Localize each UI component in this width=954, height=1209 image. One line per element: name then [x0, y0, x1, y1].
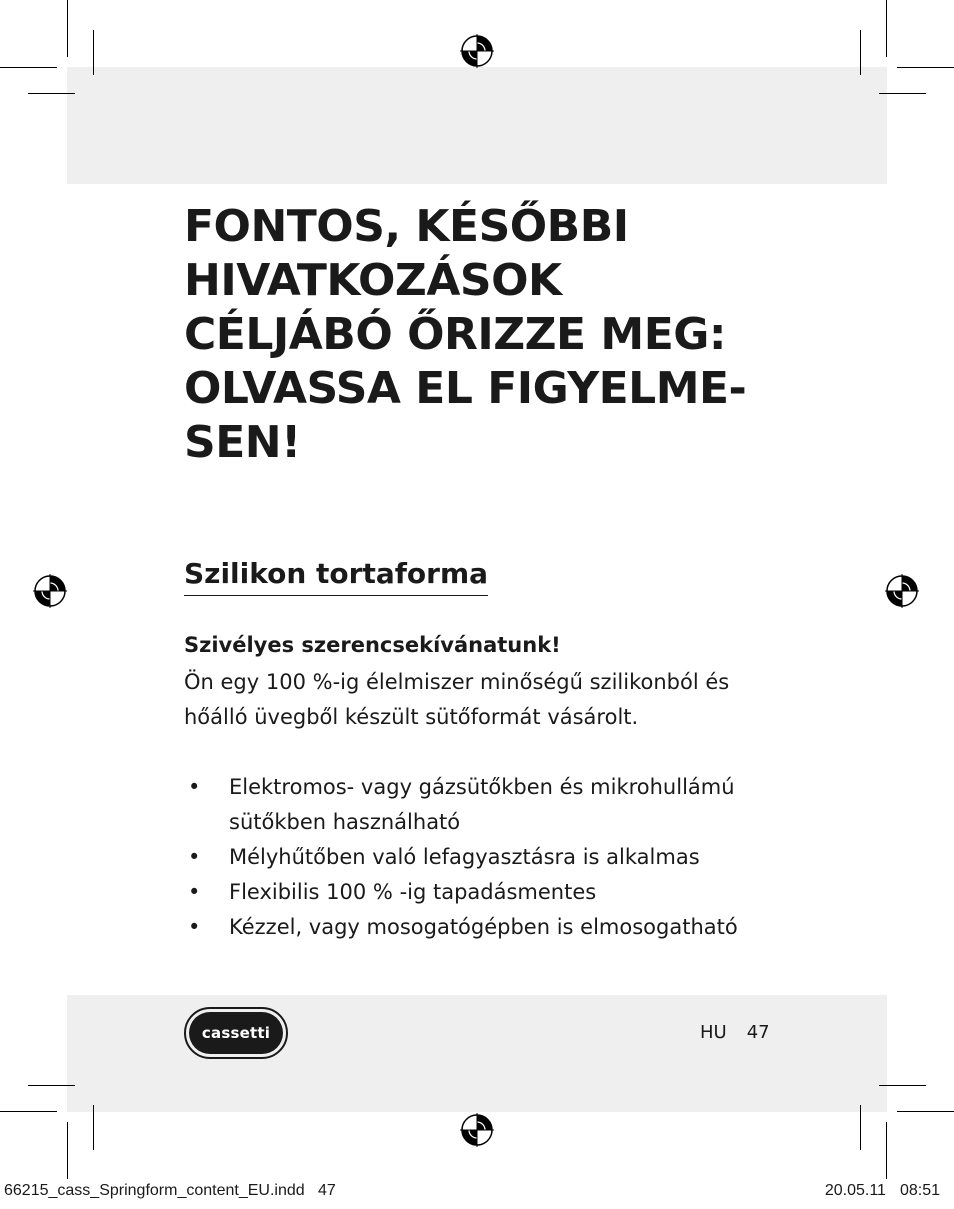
crop-mark	[860, 1105, 861, 1150]
list-item	[184, 770, 804, 840]
list-item-text: Kézzel, vagy mosogatógépben is elmosogatható	[229, 915, 738, 939]
crop-mark	[897, 1111, 954, 1112]
intro-line: hőálló üvegből készült sütőformát vásárolt.	[184, 705, 639, 729]
language-code: HU	[700, 1022, 727, 1043]
footer-band	[67, 995, 887, 1112]
crop-mark	[879, 93, 926, 94]
bullet-icon: •	[188, 845, 201, 869]
list-item-text: Flexibilis 100 % -ig tapadásmentes	[229, 880, 597, 904]
bullet-icon: •	[188, 915, 201, 939]
bullet-icon: •	[188, 775, 201, 799]
list-item	[184, 840, 804, 875]
page-title	[184, 200, 824, 470]
crop-mark	[93, 1105, 94, 1150]
list-item-text: Elektromos- vagy gázsütőkben és mikrohullámú	[229, 775, 735, 799]
title-line: SEN!	[184, 417, 301, 468]
crop-mark	[67, 0, 68, 57]
page-number-value: 47	[746, 1022, 770, 1043]
section-heading: Szilikon tortaforma	[184, 555, 488, 596]
title-line: CÉLJÁBÓ ŐRIZZE MEG:	[184, 309, 726, 360]
list-item	[184, 875, 804, 910]
intro-line: Ön egy 100 %-ig élelmiszer minőségű szilikonból és	[184, 670, 730, 694]
crosshair-registration-icon	[885, 574, 919, 608]
crop-mark	[0, 67, 57, 68]
cassetti-logo	[184, 1007, 288, 1059]
title-line: OLVASSA EL FIGYELME-	[184, 363, 747, 414]
slug-time: 08:51	[899, 1182, 940, 1199]
slug-date: 20.05.11	[824, 1182, 886, 1199]
header-band	[67, 67, 887, 184]
page-number	[700, 1021, 770, 1045]
crop-mark	[28, 93, 75, 94]
greeting-text: Szivélyes szerencsekívánatunk!	[184, 633, 561, 657]
title-line: FONTOS, KÉSŐBBI	[184, 201, 629, 252]
crop-mark	[879, 1085, 926, 1086]
logo-text: cassetti	[201, 1024, 271, 1042]
bullet-icon: •	[188, 880, 201, 904]
crosshair-registration-icon	[33, 574, 67, 608]
crop-mark	[897, 67, 954, 68]
crop-mark	[93, 30, 94, 75]
feature-list	[184, 770, 804, 945]
logo-badge	[189, 1012, 283, 1054]
crop-mark	[860, 30, 861, 75]
crop-mark	[0, 1111, 57, 1112]
crop-mark	[886, 0, 887, 57]
crop-mark	[886, 1122, 887, 1179]
list-item	[184, 910, 804, 945]
crosshair-registration-icon	[460, 34, 494, 68]
crosshair-registration-icon	[460, 1113, 494, 1147]
title-line: HIVATKOZÁSOK	[184, 255, 562, 306]
list-item-text: sütőkben használható	[229, 810, 461, 834]
list-item-text: Mélyhűtőben való lefagyasztásra is alkalmas	[229, 845, 700, 869]
print-slug-file: 66215_cass_Springform_content_EU.indd 47	[4, 1182, 336, 1199]
print-slug-datetime	[825, 1181, 940, 1201]
crop-mark	[28, 1085, 75, 1086]
crop-mark	[67, 1122, 68, 1179]
intro-paragraph	[184, 665, 804, 735]
